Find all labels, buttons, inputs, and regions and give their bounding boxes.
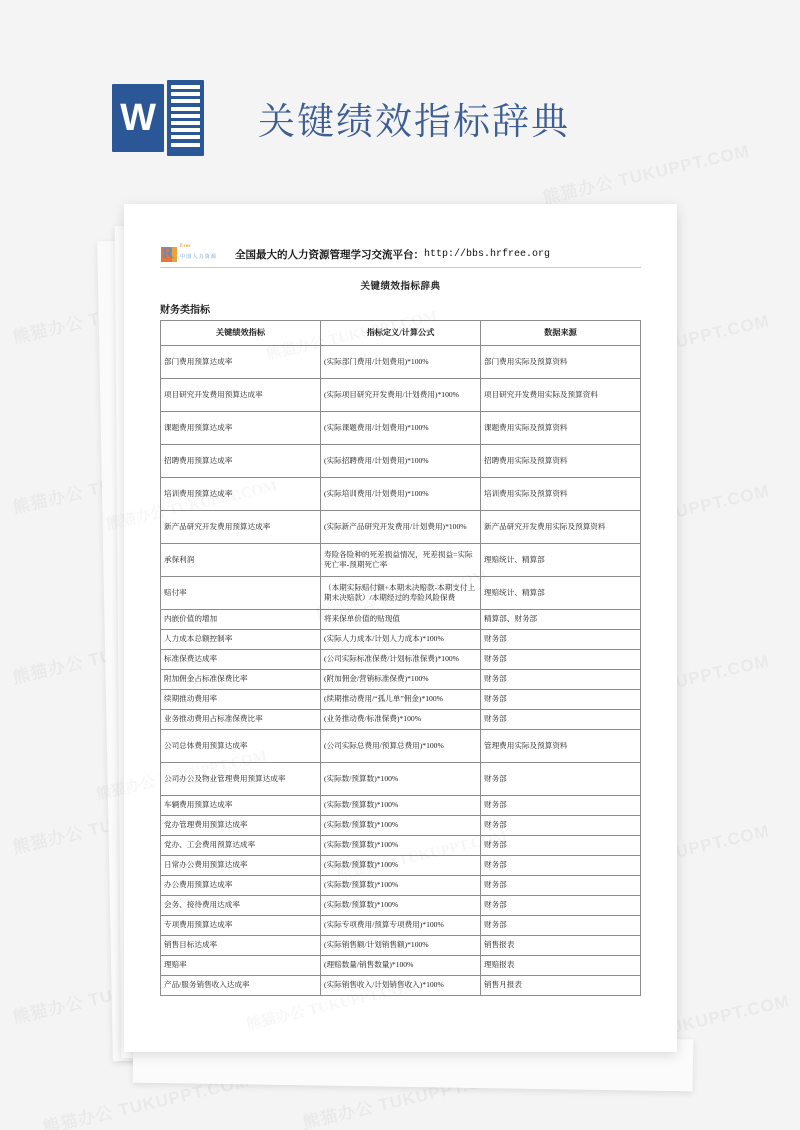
logo-letter: R	[162, 245, 174, 262]
cell-data-source: 项目研究开发费用实际及预算资料	[481, 379, 641, 412]
table-row	[161, 379, 641, 412]
word-icon-line	[171, 114, 200, 118]
table-row	[161, 650, 641, 670]
cell-indicator-name: 人力成本总额控制率	[161, 630, 321, 650]
cell-data-source: 部门费用实际及预算资料	[481, 346, 641, 379]
cell-definition: (实际数/预算数)*100%	[321, 796, 481, 816]
cell-indicator-name: 部门费用预算达成率	[161, 346, 321, 379]
cell-data-source: 财务部	[481, 816, 641, 836]
document-section-title: 财务类指标	[160, 305, 210, 316]
cell-data-source: 财务部	[481, 896, 641, 916]
cell-data-source: 财务部	[481, 670, 641, 690]
cell-data-source: 培训费用实际及预算资料	[481, 478, 641, 511]
cell-data-source: 财务部	[481, 690, 641, 710]
cell-indicator-name: 项目研究开发费用预算达成率	[161, 379, 321, 412]
banner-text: 全国最大的人力资源管理学习交流平台：	[235, 249, 424, 261]
cell-definition: (实际销售收入/计划销售收入)*100%	[321, 976, 481, 996]
table-row	[161, 836, 641, 856]
cell-indicator-name: 办公费用预算达成率	[161, 876, 321, 896]
cell-indicator-name: 招聘费用预算达成率	[161, 445, 321, 478]
word-icon-line	[171, 128, 200, 132]
table-row	[161, 896, 641, 916]
cell-data-source: 财务部	[481, 836, 641, 856]
logo-bottom-text: 中国人力资源	[180, 255, 218, 260]
table-row	[161, 412, 641, 445]
word-icon-line	[171, 85, 200, 89]
cell-indicator-name: 日常办公费用预算达成率	[161, 856, 321, 876]
kpi-table-body	[161, 346, 641, 996]
cell-definition: (实际销售额/计划销售额)*100%	[321, 936, 481, 956]
cell-indicator-name: 公司办公及物业管理费用预算达成率	[161, 763, 321, 796]
cell-definition: (实际课题费用/计划费用)*100%	[321, 412, 481, 445]
cell-definition: (理赔数量/销售数量)*100%	[321, 956, 481, 976]
table-row	[161, 876, 641, 896]
cell-definition: (实际数/预算数)*100%	[321, 836, 481, 856]
hrfree-logo-icon	[160, 244, 232, 264]
word-icon-line	[171, 107, 200, 111]
cell-indicator-name: 会务、接待费用达成率	[161, 896, 321, 916]
cell-indicator-name: 赔付率	[161, 577, 321, 610]
cell-data-source: 管理费用实际及预算资料	[481, 730, 641, 763]
table-row	[161, 956, 641, 976]
logo-top-text: Free	[180, 244, 191, 249]
table-row	[161, 916, 641, 936]
table-header-row	[161, 321, 641, 346]
cell-definition: (实际培训费用/计划费用)*100%	[321, 478, 481, 511]
document-title: 关键绩效指标辞典	[360, 282, 441, 292]
cell-indicator-name: 销售目标达成率	[161, 936, 321, 956]
cell-definition: (实际数/预算数)*100%	[321, 763, 481, 796]
kpi-table	[160, 320, 641, 996]
document-preview-page[interactable]	[124, 204, 677, 1052]
cell-data-source: 新产品研究开发费用实际及预算资料	[481, 511, 641, 544]
document-site-banner	[160, 244, 641, 268]
cell-data-source: 精算部、财务部	[481, 610, 641, 630]
table-row	[161, 511, 641, 544]
cell-indicator-name: 党办管理费用预算达成率	[161, 816, 321, 836]
cell-definition: (实际招聘费用/计划费用)*100%	[321, 445, 481, 478]
cell-definition: （本期实际赔付额+本期未决赔款-本期支付上期未决赔款）/本期经过的寿险风险保费	[321, 577, 481, 610]
table-row	[161, 544, 641, 577]
column-header-definition: 指标定义/计算公式	[321, 321, 481, 346]
cell-indicator-name: 标准保费达成率	[161, 650, 321, 670]
cell-definition: (实际新产品研究开发费用/计划费用)*100%	[321, 511, 481, 544]
cell-data-source: 财务部	[481, 763, 641, 796]
cell-data-source: 招聘费用实际及预算资料	[481, 445, 641, 478]
cell-definition: (实际数/预算数)*100%	[321, 876, 481, 896]
banner-url: http://bbs.hrfree.org	[424, 248, 551, 260]
cell-indicator-name: 车辆费用预算达成率	[161, 796, 321, 816]
page-title: 关键绩效指标辞典	[258, 101, 570, 142]
table-row	[161, 445, 641, 478]
word-icon-line	[171, 92, 200, 96]
cell-data-source: 理赔统计、精算部	[481, 544, 641, 577]
table-row	[161, 976, 641, 996]
table-row	[161, 856, 641, 876]
cell-data-source: 财务部	[481, 710, 641, 730]
cell-indicator-name: 业务推动费用占标准保费比率	[161, 710, 321, 730]
table-row	[161, 710, 641, 730]
cell-definition: 将来保单价值的贴现值	[321, 610, 481, 630]
cell-data-source: 理赔统计、精算部	[481, 577, 641, 610]
cell-indicator-name: 续期推动费用率	[161, 690, 321, 710]
cell-definition: (实际项目研究开发费用/计划费用)*100%	[321, 379, 481, 412]
cell-definition: (公司实际标准保费/计划标准保费)*100%	[321, 650, 481, 670]
table-row	[161, 346, 641, 379]
cell-definition: (附加佣金/营销标准保费)*100%	[321, 670, 481, 690]
cell-definition: 寿险各险种的死差损益情况，死差损益=实际死亡率-预期死亡率	[321, 544, 481, 577]
table-row	[161, 816, 641, 836]
cell-definition: (业务推动费/标准保费)*100%	[321, 710, 481, 730]
word-icon-line	[171, 99, 200, 103]
cell-definition: (实际人力成本/计划人力成本)*100%	[321, 630, 481, 650]
cell-definition: (实际部门费用/计划费用)*100%	[321, 346, 481, 379]
cell-data-source: 财务部	[481, 796, 641, 816]
cell-indicator-name: 承保利润	[161, 544, 321, 577]
table-row	[161, 630, 641, 650]
column-header-indicator: 关键绩效指标	[161, 321, 321, 346]
cell-data-source: 财务部	[481, 916, 641, 936]
table-row	[161, 610, 641, 630]
cell-data-source: 财务部	[481, 876, 641, 896]
word-icon-line	[171, 121, 200, 125]
word-icon-line	[171, 135, 200, 139]
cell-definition: (实际专项费用/预算专项费用)*100%	[321, 916, 481, 936]
cell-data-source: 财务部	[481, 856, 641, 876]
table-row	[161, 730, 641, 763]
cell-definition: (实际数/预算数)*100%	[321, 816, 481, 836]
table-row	[161, 690, 641, 710]
table-row	[161, 670, 641, 690]
cell-data-source: 财务部	[481, 650, 641, 670]
cell-data-source: 财务部	[481, 630, 641, 650]
table-row	[161, 577, 641, 610]
cell-indicator-name: 党办、工会费用预算达成率	[161, 836, 321, 856]
word-icon-letter: W	[120, 97, 156, 139]
cell-indicator-name: 课题费用预算达成率	[161, 412, 321, 445]
word-document-icon	[112, 80, 204, 156]
cell-data-source: 课题费用实际及预算资料	[481, 412, 641, 445]
table-row	[161, 796, 641, 816]
cell-definition: (实际数/预算数)*100%	[321, 856, 481, 876]
cell-data-source: 销售报表	[481, 936, 641, 956]
cell-indicator-name: 理赔率	[161, 956, 321, 976]
column-header-source: 数据来源	[481, 321, 641, 346]
cell-definition: (公司实际总费用/预算总费用)*100%	[321, 730, 481, 763]
table-row	[161, 478, 641, 511]
table-row	[161, 936, 641, 956]
cell-indicator-name: 附加佣金占标准保费比率	[161, 670, 321, 690]
table-row	[161, 763, 641, 796]
cell-data-source: 销售月报表	[481, 976, 641, 996]
cell-indicator-name: 专项费用预算达成率	[161, 916, 321, 936]
word-icon-line	[171, 143, 200, 147]
word-icon-lines	[167, 80, 204, 156]
cell-indicator-name: 产品/服务销售收入达成率	[161, 976, 321, 996]
cell-indicator-name: 培训费用预算达成率	[161, 478, 321, 511]
cell-indicator-name: 公司总体费用预算达成率	[161, 730, 321, 763]
cell-definition: (实际数/预算数)*100%	[321, 896, 481, 916]
cell-data-source: 理赔报表	[481, 956, 641, 976]
cell-indicator-name: 内嵌价值的增加	[161, 610, 321, 630]
app-header	[0, 0, 800, 190]
cell-indicator-name: 新产品研究开发费用预算达成率	[161, 511, 321, 544]
cell-definition: (续期推动费用/“孤儿单”佣金)*100%	[321, 690, 481, 710]
